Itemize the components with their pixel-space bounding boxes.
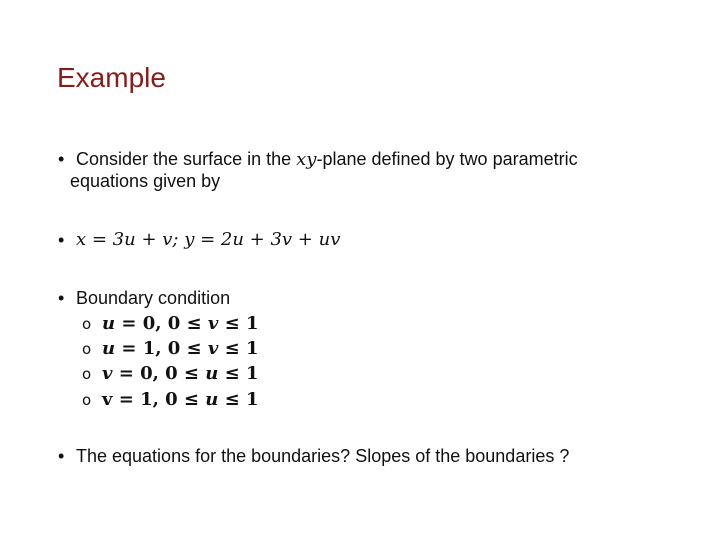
bullet-marker: • bbox=[58, 149, 65, 169]
boundary-condition-label: Boundary condition bbox=[76, 288, 231, 308]
condition-item: o u = 1, 0 ≤ v ≤ 1 bbox=[82, 338, 259, 359]
condition-item: o v = 0, 0 ≤ u ≤ 1 bbox=[82, 363, 259, 384]
sub-marker: o bbox=[82, 365, 92, 383]
sub-marker: o bbox=[82, 340, 92, 358]
math-xy: xy bbox=[296, 149, 317, 170]
bullet-marker: • bbox=[58, 446, 65, 466]
slide-title: Example bbox=[57, 62, 166, 93]
sub-marker: o bbox=[82, 315, 92, 333]
parametric-equations: x = 3u + v; y = 2u + 3v + uv bbox=[76, 229, 341, 250]
bullet-marker: • bbox=[58, 288, 65, 308]
bullet-marker: • bbox=[58, 230, 65, 250]
bullet-text-line2: equations given by bbox=[70, 171, 221, 191]
condition-item: o u = 0, 0 ≤ v ≤ 1 bbox=[82, 313, 259, 334]
bullet-text-line1: Consider the surface in the xy-plane defined by two parametric bbox=[76, 149, 578, 170]
sub-marker: o bbox=[82, 391, 92, 409]
question-text: The equations for the boundaries? Slopes of the boundaries ? bbox=[76, 446, 570, 466]
condition-item: o v = 1, 0 ≤ u ≤ 1 bbox=[82, 389, 259, 410]
